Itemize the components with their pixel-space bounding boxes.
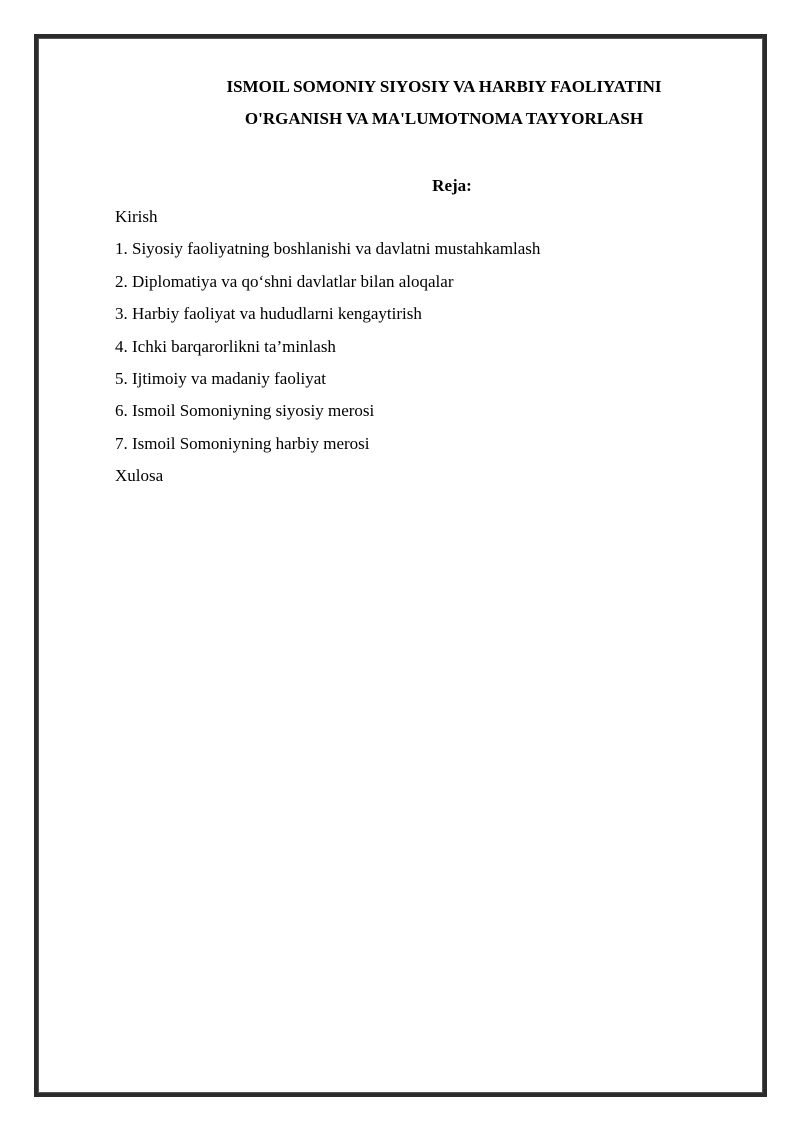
plan-heading: Reja: [432,176,472,195]
plan-item-2: 2. Diplomatiya va qo‘shni davlatlar bilan aloqalar [115,271,454,291]
document-title-line-1: ISMOIL SOMONIY SIYOSIY VA HARBIY FAOLIYATINI [226,77,662,96]
plan-item-4: 4. Ichki barqarorlikni ta’minlash [115,336,336,356]
plan-item-introduction: Kirish [115,207,158,226]
document-title-line-2: O'RGANISH VA MA'LUMOTNOMA TAYYORLASH [244,109,644,128]
plan-item-1: 1. Siyosiy faoliyatning boshlanishi va davlatni mustahkamlash [115,239,541,259]
plan-item-6: 6. Ismoil Somoniyning siyosiy merosi [115,401,375,421]
plan-item-7: 7. Ismoil Somoniyning harbiy merosi [115,433,370,453]
plan-list [115,207,540,499]
plan-item-5: 5. Ijtimoiy va madaniy faoliyat [115,368,327,388]
plan-item-3: 3. Harbiy faoliyat va hududlarni kengaytirish [115,304,422,324]
plan-item-conclusion: Xulosa [115,466,164,486]
